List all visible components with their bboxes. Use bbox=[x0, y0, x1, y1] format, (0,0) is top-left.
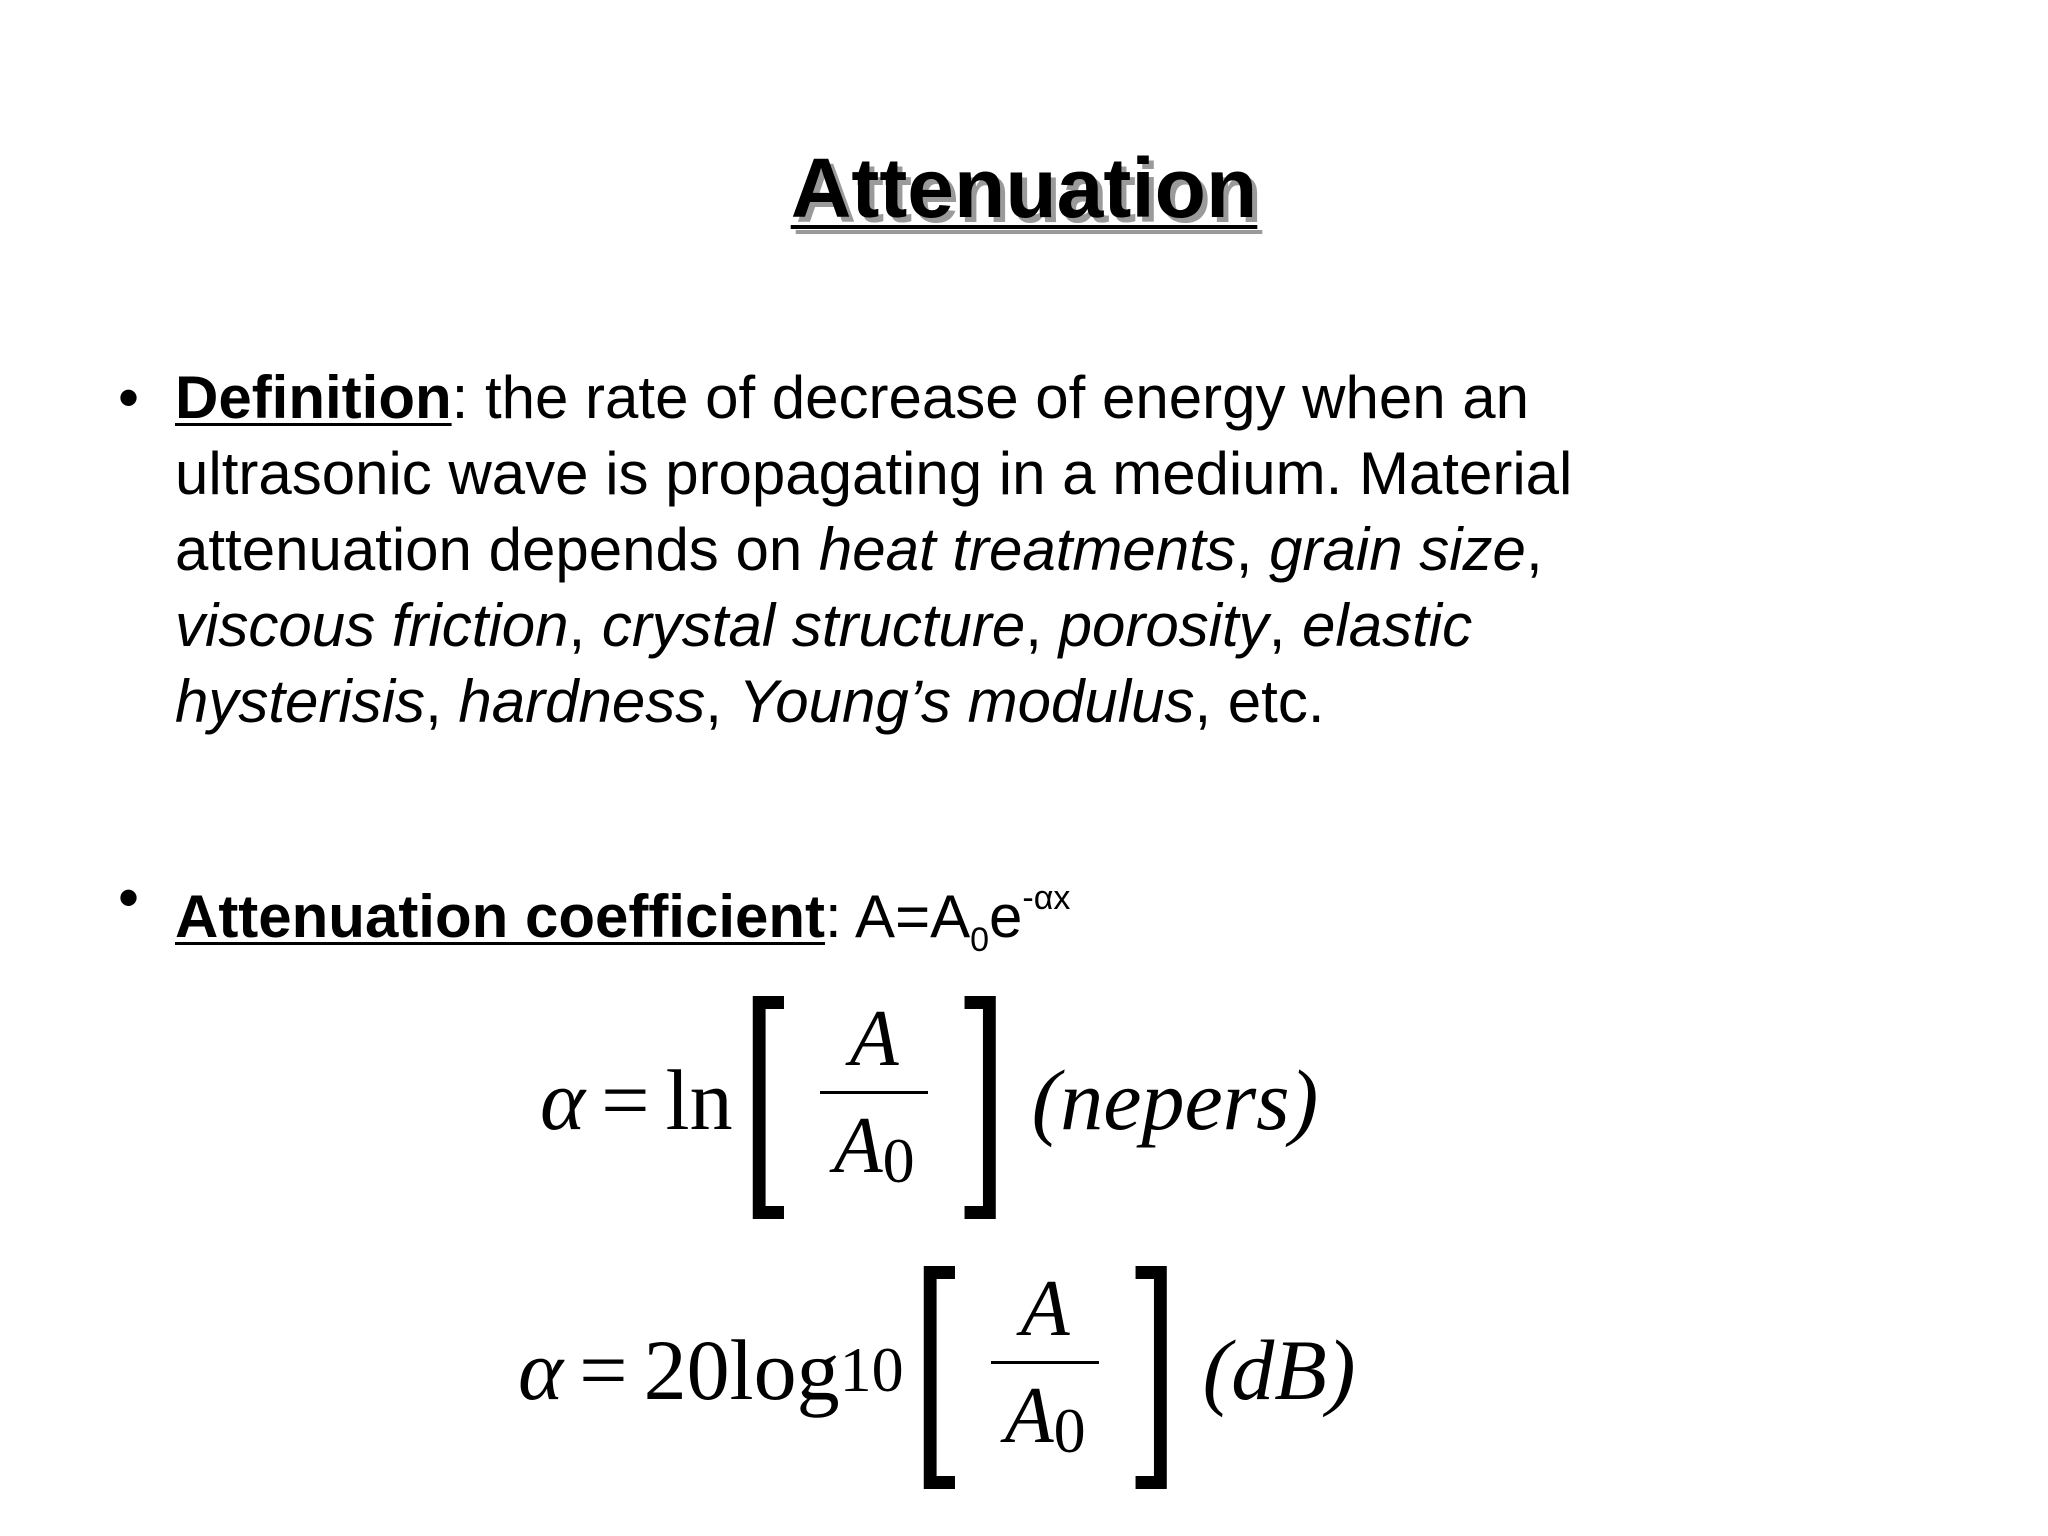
formula-db bbox=[518, 1224, 1356, 1515]
log-base: 10 bbox=[839, 1334, 904, 1405]
definition-line-1 bbox=[175, 360, 1975, 436]
bullet-icon: • bbox=[118, 364, 140, 431]
denominator-base: A bbox=[833, 1102, 883, 1190]
denominator-base: A bbox=[1004, 1372, 1054, 1460]
denominator bbox=[834, 1094, 915, 1213]
separator: , bbox=[705, 668, 739, 735]
numerator: A bbox=[1020, 1265, 1070, 1353]
text-segment: attenuation depends on bbox=[175, 516, 819, 583]
definition-term: Definition bbox=[175, 364, 452, 431]
factor-hardness: hardness bbox=[458, 668, 706, 735]
left-bracket: [ bbox=[911, 1224, 966, 1515]
alpha-symbol: α bbox=[540, 1052, 586, 1148]
bullet-icon: • bbox=[118, 864, 140, 931]
log-function: log bbox=[729, 1322, 840, 1418]
coefficient-paragraph bbox=[175, 860, 1975, 978]
right-bracket: ] bbox=[1125, 1224, 1179, 1515]
unit-db: (dB) bbox=[1202, 1322, 1356, 1418]
factor-porosity: porosity bbox=[1058, 592, 1269, 659]
separator: , bbox=[1525, 516, 1543, 583]
right-bracket: ] bbox=[954, 954, 1008, 1245]
ln-function: ln bbox=[665, 1052, 733, 1148]
factor-heat-treatments: heat treatments bbox=[818, 516, 1236, 583]
factor-elastic: elastic bbox=[1302, 592, 1473, 659]
slide-title: Attenuation bbox=[790, 141, 1258, 235]
separator: , bbox=[1235, 516, 1270, 583]
coefficient-subscript: 0 bbox=[970, 921, 990, 959]
coefficient-exponent: -αx bbox=[1022, 879, 1071, 917]
left-bracket: [ bbox=[740, 954, 795, 1245]
unit-nepers: (nepers) bbox=[1031, 1052, 1319, 1148]
definition-text: : the rate of decrease of energy when an bbox=[451, 364, 1529, 431]
fraction bbox=[802, 987, 946, 1213]
factor-viscous-friction: viscous friction bbox=[175, 592, 569, 659]
denominator-subscript: 0 bbox=[882, 1125, 915, 1196]
text-segment: , etc. bbox=[1194, 668, 1325, 735]
alpha-symbol: α bbox=[518, 1322, 564, 1418]
denominator bbox=[1005, 1364, 1086, 1483]
factor-youngs-modulus: Young’s modulus bbox=[738, 668, 1195, 735]
separator: , bbox=[568, 592, 602, 659]
coefficient-equation-start: : A=A bbox=[825, 883, 971, 950]
factor-crystal-structure: crystal structure bbox=[601, 592, 1026, 659]
equals-sign: = bbox=[579, 1322, 628, 1418]
definition-paragraph bbox=[175, 360, 1975, 740]
coefficient-base: e bbox=[989, 883, 1023, 950]
definition-line-3 bbox=[175, 512, 1975, 588]
denominator-subscript: 0 bbox=[1053, 1395, 1086, 1466]
fraction bbox=[973, 1257, 1117, 1483]
factor-grain-size: grain size bbox=[1269, 516, 1526, 583]
definition-line-4 bbox=[175, 588, 1975, 664]
separator: , bbox=[1268, 592, 1303, 659]
separator: , bbox=[425, 668, 459, 735]
separator: , bbox=[1025, 592, 1059, 659]
definition-line-5 bbox=[175, 664, 1975, 740]
definition-line-2: ultrasonic wave is propagating in a medium. Material bbox=[175, 440, 1573, 507]
factor-hysterisis: hysterisis bbox=[175, 668, 426, 735]
coefficient-20: 20 bbox=[643, 1322, 730, 1418]
equals-sign: = bbox=[601, 1052, 650, 1148]
formula-nepers bbox=[540, 954, 1319, 1245]
numerator: A bbox=[849, 995, 899, 1083]
coefficient-term: Attenuation coefficient bbox=[175, 883, 826, 950]
